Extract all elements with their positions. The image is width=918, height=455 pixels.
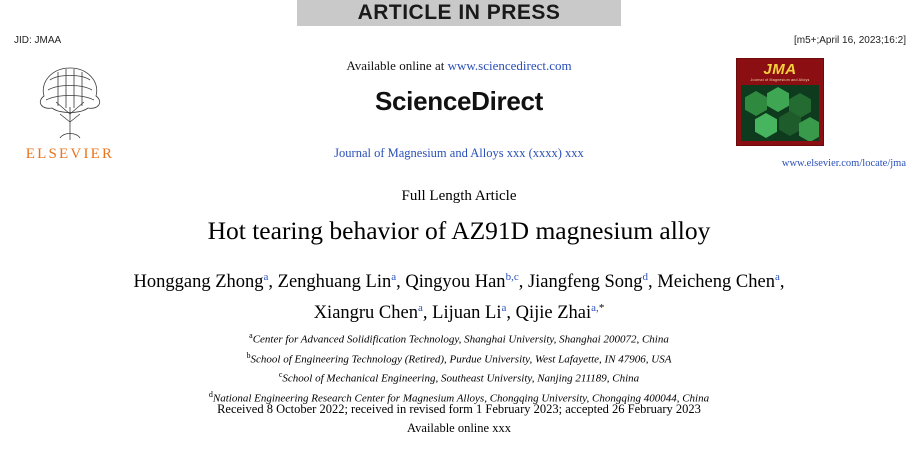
journal-cover-title: JMA (763, 61, 797, 78)
affiliation-text: Center for Advanced Solidification Technology, Shanghai University, Shanghai 200072, China (252, 333, 669, 346)
author-list (50, 264, 868, 326)
author-item (314, 303, 432, 323)
article-history (0, 400, 918, 438)
affiliation-marker: a (249, 331, 253, 340)
author-item (528, 272, 657, 292)
sciencedirect-wordmark: ScienceDirect (374, 86, 544, 116)
author-separator: , (506, 303, 516, 324)
author-line-1 (50, 264, 868, 295)
author-item (405, 272, 528, 292)
author-affiliation-marker: a (391, 271, 397, 283)
affiliation-text: School of Engineering Technology (Retired), Purdue University, West Lafayette, IN 47906, USA (250, 353, 672, 366)
author-separator: , (268, 272, 278, 293)
author-name: Meicheng Chen (657, 272, 775, 293)
journal-cover-artwork (741, 85, 819, 141)
author-item (432, 303, 516, 323)
corresponding-author-marker: * (598, 302, 605, 315)
author-name: Qingyou Han (405, 272, 506, 293)
sciencedirect-link[interactable]: www.sciencedirect.com (447, 58, 572, 73)
author-affiliation-marker: a, (591, 302, 599, 315)
journal-cover-thumbnail (736, 58, 824, 146)
author-separator: , (779, 272, 785, 293)
affiliation-text: National Engineering Research Center for Magnesium Alloys, Chongqing University, Chongqing 400044, China (212, 392, 710, 405)
author-separator: , (518, 272, 528, 293)
affiliation-item (60, 367, 858, 387)
affiliation-marker: c (278, 370, 283, 380)
author-separator: , (648, 272, 658, 293)
author-separator: , (396, 272, 406, 293)
author-separator: , (422, 303, 433, 324)
affiliation-list (60, 328, 858, 407)
author-item (657, 272, 784, 292)
article-type-label: Full Length Article (401, 188, 517, 204)
author-affiliation-marker: b,c (505, 271, 519, 283)
article-available-online: Available online xxx (407, 421, 511, 435)
page-title: Hot tearing behavior of AZ91D magnesium alloy (207, 216, 711, 245)
affiliation-item (60, 348, 858, 368)
elsevier-wordmark: ELSEVIER (25, 146, 115, 162)
author-affiliation-marker: d (642, 271, 649, 283)
author-affiliation-marker: a (774, 271, 780, 283)
author-affiliation-marker: a (263, 271, 269, 283)
author-name: Jiangfeng Song (527, 272, 643, 293)
author-name: Honggang Zhong (133, 272, 264, 293)
journal-id-label: JID: JMAA (14, 35, 62, 46)
article-in-press-banner (297, 0, 621, 26)
available-online-prefix: Available online at (346, 58, 448, 73)
author-name: Lijuan Li (432, 303, 502, 324)
journal-cover-subtitle: Journal of Magnesium and Alloys (750, 78, 810, 82)
production-stamp-label: [m5+;April 16, 2023;16:2] (793, 35, 906, 46)
author-affiliation-marker: a (501, 302, 507, 315)
affiliation-marker: d (208, 389, 213, 399)
author-name: Xiangru Chen (313, 303, 418, 324)
author-line-2 (50, 295, 868, 326)
author-name: Zenghuang Lin (277, 272, 392, 293)
author-affiliation-marker: a (418, 302, 423, 315)
author-item (134, 272, 278, 292)
affiliation-text: School of Mechanical Engineering, Southeast University, Nanjing 211189, China (282, 372, 640, 385)
affiliation-marker: b (246, 350, 251, 360)
author-item (516, 303, 605, 323)
affiliation-item (60, 328, 858, 348)
article-history-dates: Received 8 October 2022; received in revised form 1 February 2023; accepted 26 February 2023 (217, 402, 701, 416)
author-name: Qijie Zhai (515, 303, 592, 324)
journal-homepage-link[interactable]: www.elsevier.com/locate/jma (781, 158, 906, 169)
article-in-press-label: ARTICLE IN PRESS (357, 1, 561, 24)
author-item (278, 272, 406, 292)
journal-citation-line: Journal of Magnesium and Alloys xxx (xxxx) xxx (334, 146, 584, 160)
